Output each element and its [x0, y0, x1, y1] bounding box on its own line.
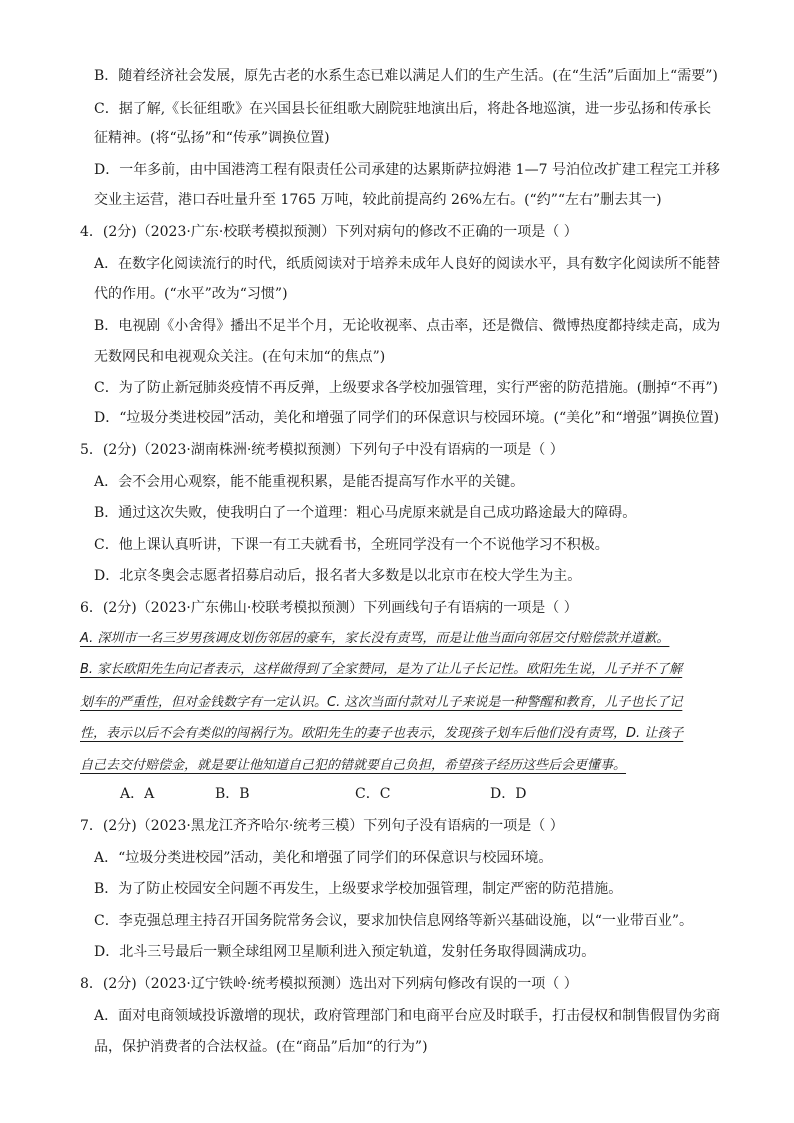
option-line: 品，保护消费者的合法权益。(在“商品”后加“的行为”) — [94, 1039, 428, 1055]
underlined-passage-line: 划车的严重性，但对金钱数字有一定认识。C. 这次当面付款对儿子来说是一种警醒和教育，儿子也长了记 — [80, 695, 683, 710]
answer-option: D．D — [490, 786, 527, 802]
option-line: D．北京冬奥会志愿者招募启动后，报名者大多数是以北京市在校大学生为主。 — [94, 568, 582, 584]
option-line: D．一年多前，由中国港湾工程有限责任公司承建的达累斯萨拉姆港 1—7 号泊位改扩建工程完工并移 — [94, 162, 720, 178]
option-line: C．据了解,《长征组歌》在兴国县长征组歌大剧院驻地演出后，将赴各地巡演，进一步弘扬和传承长 — [94, 101, 712, 117]
option-line: D．北斗三号最后一颗全球组网卫星顺利进入预定轨道，发射任务取得圆满成功。 — [94, 944, 596, 960]
option-line: 代的作用。(“水平”改为“习惯”) — [94, 286, 288, 302]
question-stem: 6．(2分)（2023·广东佛山·校联考模拟预测）下列画线句子有语病的一项是（ ） — [80, 600, 578, 616]
option-line: 征精神。(将“弘扬”和“传承”调换位置) — [94, 130, 330, 146]
question-stem: 4．(2分)（2023·广东·校联考模拟预测）下列对病句的修改不正确的一项是（ ） — [80, 224, 578, 240]
question-stem: 7．(2分)（2023·黑龙江齐齐哈尔·统考三模）下列句子没有语病的一项是（ ） — [80, 818, 564, 834]
option-line: B．通过这次失败，使我明白了一个道理：粗心马虎原来就是自己成功路途最大的障碍。 — [94, 505, 637, 521]
question-stem: 5．(2分)（2023·湖南株洲·统考模拟预测）下列句子中没有语病的一项是（ ） — [80, 442, 564, 458]
option-line: C．为了防止新冠肺炎疫情不再反弹，上级要求各学校加强管理，实行严密的防范措施。(删掉“不再”) — [94, 380, 718, 396]
option-line: C．他上课认真听讲，下课一有工夫就看书，全班同学没有一个不说他学习不积极。 — [94, 537, 609, 553]
underlined-passage-line: 性，表示以后不会有类似的闯祸行为。欧阳先生的妻子也表示，发现孩子划车后他们没有责骂，D. 让孩子 — [80, 726, 684, 741]
underlined-passage-line: 自己去交付赔偿金，就是要让他知道自己犯的错就要自己负担，希望孩子经历这些后会更懂事。 — [80, 758, 627, 773]
answer-option: A．A — [120, 786, 155, 802]
option-line: B．为了防止校园安全问题不再发生，上级要求学校加强管理，制定严密的防范措施。 — [94, 881, 623, 897]
option-line: B．电视剧《小舍得》播出不足半个月，无论收视率、点击率，还是微信、微博热度都持续走高，成为 — [94, 318, 721, 334]
option-line: 交业主运营，港口吞吐量升至 1765 万吨，较此前提高约 26%左右。(“约”“左右”删去其一) — [94, 192, 662, 208]
answer-option: C．C — [355, 786, 391, 802]
option-line: D．“垃圾分类进校园”活动，美化和增强了同学们的环保意识与校园环境。(“美化”和“增强”调换位置) — [94, 410, 720, 426]
option-line: A．会不会用心观察，能不能重视积累，是能否提高写作水平的关键。 — [94, 474, 525, 490]
underlined-passage-line: B. 家长欧阳先生向记者表示，这样做得到了全家赞同，是为了让儿子长记性。欧阳先生说，儿子并不了解 — [80, 662, 683, 677]
option-line: B．随着经济社会发展，原先古老的水系生态已难以满足人们的生产生活。(在“生活”后面加上“需要”) — [94, 68, 718, 84]
option-line: 无数网民和电视观众关注。(在句末加“的焦点”) — [94, 349, 386, 365]
answer-option: B．B — [215, 786, 250, 802]
question-stem: 8．(2分)（2023·辽宁铁岭·统考模拟预测）选出对下列病句修改有误的一项（ ） — [80, 976, 578, 992]
option-line: A．面对电商领域投诉激增的现状，政府管理部门和电商平台应及时联手，打击侵权和制售假冒伪劣商 — [94, 1008, 721, 1024]
option-line: A．“垃圾分类进校园”活动，美化和增强了同学们的环保意识与校园环境。 — [94, 850, 553, 866]
option-line: C．李克强总理主持召开国务院常务会议，要求加快信息网络等新兴基础设施，以“一业带百业”。 — [94, 913, 694, 929]
option-line: A．在数字化阅读流行的时代，纸质阅读对于培养未成年人良好的阅读水平，具有数字化阅读所不能替 — [94, 256, 721, 272]
underlined-passage-line: A. 深圳市一名三岁男孩调皮划伤邻居的豪车，家长没有责骂，而是让他当面向邻居交付赔偿款并道歉。 — [80, 631, 670, 646]
